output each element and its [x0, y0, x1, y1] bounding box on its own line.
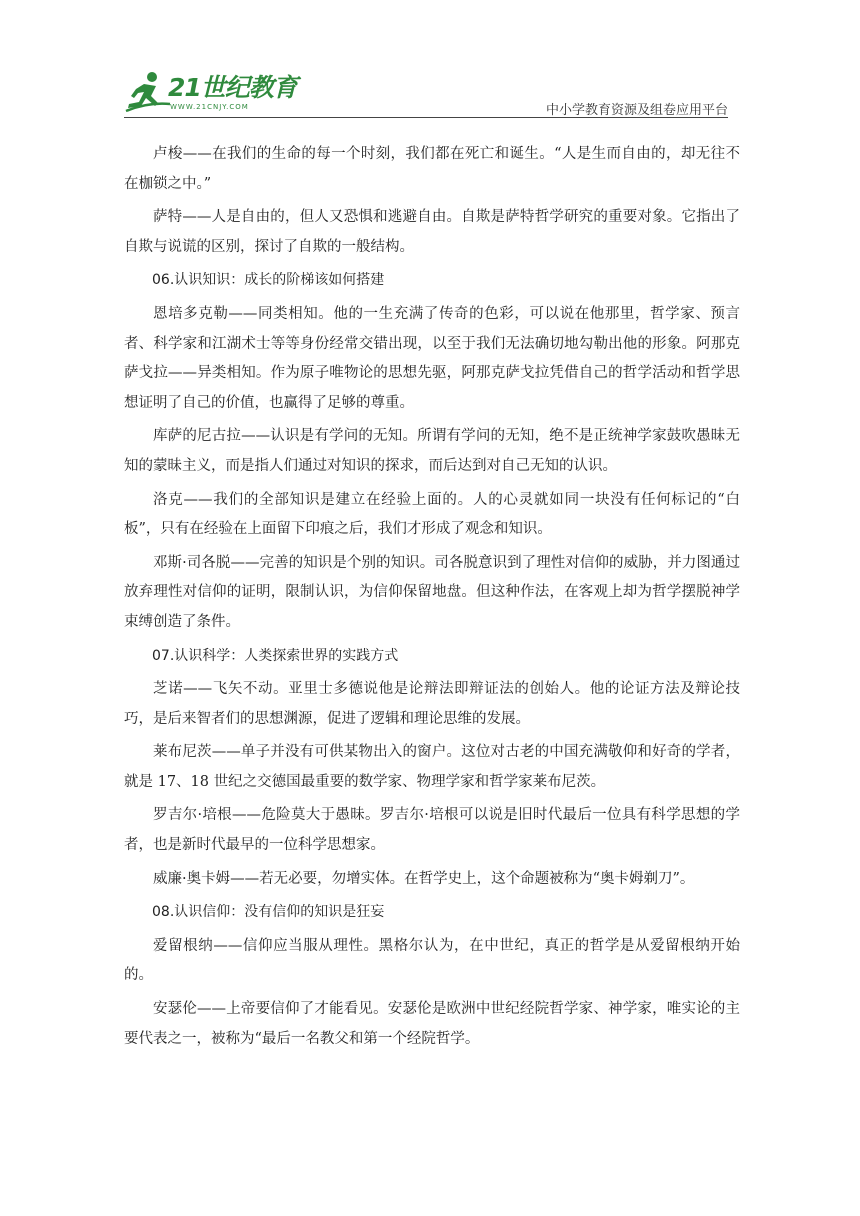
paragraph: 恩培多克勒——同类相知。他的一生充满了传奇的色彩，可以说在他那里，哲学家、预言者、科学家和江湖术士等等身份经常交错出现，以至于我们无法确切地勾勒出他的形象。阿那克萨戈拉——异类相知。作为原子唯物论的思想先驱，阿那克萨戈拉凭借自己的哲学活动和哲学思想证明了自己的价值，也赢得了足够的尊重。	[124, 305, 740, 411]
paragraph: 邓斯·司各脱——完善的知识是个别的知识。司各脱意识到了理性对信仰的威胁，并力图通过放弃理性对信仰的证明，限制认识，为信仰保留地盘。但这种作法，在客观上却为哲学摆脱神学束缚创造了条件。	[124, 554, 740, 630]
paragraph: 萨特——人是自由的，但人又恐惧和逃避自由。自欺是萨特哲学研究的重要对象。它指出了自欺与说谎的区别，探讨了自欺的一般结构。	[124, 209, 740, 255]
paragraph: 莱布尼茨——单子并没有可供某物出入的窗户。这位对古老的中国充满敬仰和好奇的学者，就是 17、18 世纪之交德国最重要的数学家、物理学家和哲学家莱布尼茨。	[124, 744, 740, 790]
logo	[124, 66, 304, 120]
page-header	[124, 66, 728, 120]
paragraph: 爱留根纳——信仰应当服从理性。黑格尔认为，在中世纪，真正的哲学是从爱留根纳开始的。	[124, 937, 740, 984]
paragraph: 芝诺——飞矢不动。亚里士多德说他是论辩法即辩证法的创始人。他的论证方法及辩论技巧，是后来智者们的思想渊源，促进了逻辑和理论思维的发展。	[124, 681, 740, 727]
section-heading: 06.认识知识：成长的阶梯该如何搭建	[152, 272, 385, 289]
header-tagline: 中小学教育资源及组卷应用平台	[545, 103, 728, 118]
paragraph: 卢梭——在我们的生命的每一个时刻，我们都在死亡和诞生。“人是生而自由的，却无往不在枷锁之中。”	[124, 146, 740, 192]
paragraph: 罗吉尔·培根——危险莫大于愚昧。罗吉尔·培根可以说是旧时代最后一位具有科学思想的学者，也是新时代最早的一位科学思想家。	[124, 807, 740, 854]
paragraph: 库萨的尼古拉——认识是有学问的无知。所谓有学问的无知，绝不是正统神学家鼓吹愚昧无知的蒙昧主义，而是指人们通过对知识的探求，而后达到对自己无知的认识。	[124, 428, 740, 474]
logo-url: WWW.21CNJY.COM	[170, 103, 249, 111]
paragraph: 洛克——我们的全部知识是建立在经验上面的。人的心灵就如同一块没有任何标记的“白板”，只有在经验在上面留下印痕之后，我们才形成了观念和知识。	[124, 491, 740, 538]
header-divider	[124, 117, 728, 118]
section-heading: 08.认识信仰：没有信仰的知识是狂妄	[152, 904, 385, 921]
paragraph: 威廉·奥卡姆——若无必要，勿增实体。在哲学史上，这个命题被称为“奥卡姆剃刀”。	[153, 870, 695, 887]
section-heading: 07.认识科学：人类探索世界的实践方式	[152, 647, 399, 664]
paragraph: 安瑟伦——上帝要信仰了才能看见。安瑟伦是欧洲中世纪经院哲学家、神学家，唯实论的主要代表之一，被称为“最后一名教父和第一个经院哲学。	[124, 1001, 740, 1047]
document-body	[124, 140, 740, 1058]
logo-text: 21世纪教育	[168, 73, 297, 102]
runner-logo-icon	[124, 70, 172, 114]
